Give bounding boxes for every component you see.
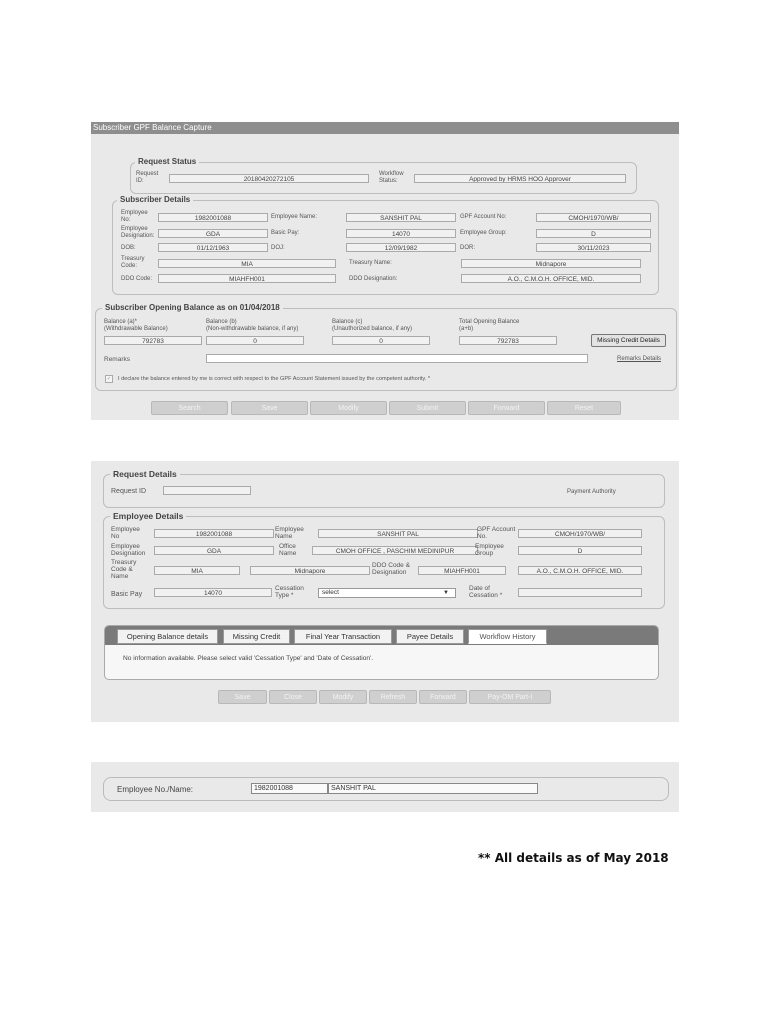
opening-balance-legend: Subscriber Opening Balance as on 01/04/2018 [102,302,283,314]
remarks-details-link[interactable]: Remarks Details [617,356,662,362]
employee-name-field[interactable]: SANSHIT PAL [346,213,456,222]
gpf-account-field[interactable]: CMOH/1970/WB/ [536,213,651,222]
footnote: ** All details as of May 2018 [478,851,669,865]
dob-field[interactable]: 01/12/1963 [158,243,268,252]
basic-pay-field[interactable]: 14070 [346,229,456,238]
designation-label-2: Employee Designation [111,543,146,557]
treasury-code-field[interactable]: MIA [158,259,336,268]
employee-search-label: Employee No./Name: [117,785,194,794]
dor-label: DOR: [460,245,475,251]
close-button[interactable]: Close [269,690,317,704]
forward-button-2[interactable]: Forward [419,690,467,704]
treasury-name-field[interactable]: Midnapore [461,259,641,268]
pay-om-part-1-button[interactable]: Pay-OM Part-I [469,690,551,704]
tab-final-year-transaction[interactable]: Final Year Transaction [294,629,392,644]
workflow-status-label: Workflow Status: [379,171,404,184]
balance-c-field[interactable]: 0 [332,336,430,345]
cessation-type-label: Cessation Type * [275,585,304,599]
employee-name-label: Employee Name: [271,214,318,220]
remarks-label: Remarks [104,356,131,363]
treasury-label-2: Treasury Code & Name [111,559,137,580]
request-status-legend: Request Status [135,156,199,168]
employee-details-legend: Employee Details [110,510,186,522]
ddo-code-field[interactable]: MIAHFH001 [158,274,336,283]
gpf-account-label-2: GPF Account No. [477,526,516,540]
office-field[interactable]: CMOH OFFICE , PASCHIM MEDINIPUR [312,546,478,555]
cessation-date-field[interactable] [518,588,642,597]
doj-field[interactable]: 12/09/1982 [346,243,456,252]
employee-no-label: Employee No: [121,210,148,223]
forward-button[interactable]: Forward [468,401,545,415]
declaration-text: I declare the balance entered by me is correct with respect to the GPF Account Statement issued by the competent authority. * [118,376,431,382]
workflow-status-field[interactable]: Approved by HRMS HOO Approver [414,174,626,183]
save-button-2[interactable]: Save [218,690,267,704]
payment-authority-label: Payment Authority [567,489,616,495]
tab-panel [104,625,659,680]
cessation-type-select[interactable] [318,588,456,598]
employee-search-strip [91,762,679,812]
save-button[interactable]: Save [231,401,308,415]
total-balance-sub: (a+b) [459,326,474,332]
modify-button-2[interactable]: Modify [319,690,367,704]
info-message: No information available. Please select valid 'Cessation Type' and 'Date of Cessation'. [123,655,374,662]
employee-search-name-field[interactable]: SANSHIT PAL [328,783,538,794]
basic-pay-label: Basic Pay: [271,230,300,236]
gpf-account-label: GPF Account No: [460,214,507,220]
gpf-balance-capture-panel [91,122,679,420]
balance-b-label: Balance (b) [206,319,237,325]
ddo-code-field-2[interactable]: MIAHFH001 [418,566,506,575]
doj-label: DOJ: [271,245,285,251]
dob-label: DOB: [121,245,136,251]
cessation-type-value: select [322,589,339,596]
subscriber-details-legend: Subscriber Details [117,194,193,206]
declaration-checkbox[interactable]: ✓ [106,376,112,382]
employee-search-no-field[interactable]: 1982001088 [251,783,328,794]
office-label: Office Name [279,543,297,557]
designation-field[interactable]: GDA [158,229,268,238]
designation-label: Employee Designation: [121,226,155,239]
remarks-input[interactable] [206,354,588,363]
request-details-legend: Request Details [110,468,180,480]
request-id-field-2[interactable] [163,486,251,495]
employee-no-field-2[interactable]: 1982001088 [154,529,274,538]
cessation-panel [91,461,679,722]
tab-workflow-history[interactable]: Workflow History [468,629,547,644]
dor-field[interactable]: 30/11/2023 [536,243,651,252]
balance-b-sub: (Non-withdrawable balance, if any) [206,326,299,332]
ddo-designation-field[interactable]: A.O., C.M.O.H. OFFICE, MID. [461,274,641,283]
total-balance-label: Total Opening Balance [459,319,520,325]
search-button[interactable]: Search [151,401,228,415]
gpf-account-field-2[interactable]: CMOH/1970/WB/ [518,529,642,538]
designation-field-2[interactable]: GDA [154,546,274,555]
panel-title: Subscriber GPF Balance Capture [91,122,679,134]
employee-group-label-2: Employee Group [475,543,504,557]
employee-group-label: Employee Group: [460,230,507,236]
submit-button[interactable]: Submit [389,401,466,415]
request-id-label: Request ID: [136,171,159,184]
tab-payee-details[interactable]: Payee Details [396,629,464,644]
ddo-code-label: DDO Code: [121,276,153,282]
treasury-name-field-2[interactable]: Midnapore [250,566,370,575]
refresh-button[interactable]: Refresh [369,690,417,704]
balance-a-label: Balance (a)* [104,319,138,325]
employee-no-field[interactable]: 1982001088 [158,213,268,222]
modify-button[interactable]: Modify [310,401,387,415]
balance-a-sub: (Withdrawable Balance) [104,326,168,332]
employee-group-field-2[interactable]: D [518,546,642,555]
missing-credit-details-button[interactable]: Missing Credit Details [591,334,666,347]
basic-pay-field-2[interactable]: 14070 [154,588,272,597]
request-id-label-2: Request ID [111,488,147,495]
balance-c-label: Balance (c) [332,319,363,325]
total-balance-field[interactable]: 792783 [459,336,557,345]
balance-a-field[interactable]: 792783 [104,336,202,345]
treasury-code-label: Treasury Code: [121,256,145,269]
tab-opening-balance-details[interactable]: Opening Balance details [117,629,218,644]
request-id-field[interactable]: 20180420272105 [169,174,369,183]
ddo-designation-field-2[interactable]: A.O., C.M.O.H. OFFICE, MID. [518,566,642,575]
treasury-name-label: Treasury Name: [349,260,392,266]
dropdown-arrow-icon: ▼ [443,590,449,596]
ddo-designation-label: DDO Designation: [349,276,398,282]
employee-no-label-2: Employee No [111,526,140,540]
balance-c-sub: (Unauthorized balance, if any) [332,326,413,332]
balance-b-field[interactable]: 0 [206,336,304,345]
tab-missing-credit[interactable]: Missing Credit [223,629,290,644]
employee-name-label-2: Employee Name [275,526,304,540]
basic-pay-label-2: Basic Pay [111,591,143,598]
treasury-code-field-2[interactable]: MIA [154,566,240,575]
ddo-label-2: DDO Code & Designation [372,562,410,576]
cessation-date-label: Date of Cessation * [469,585,503,599]
reset-button[interactable]: Reset [547,401,621,415]
employee-group-field[interactable]: D [536,229,651,238]
employee-name-field-2[interactable]: SANSHIT PAL [318,529,478,538]
